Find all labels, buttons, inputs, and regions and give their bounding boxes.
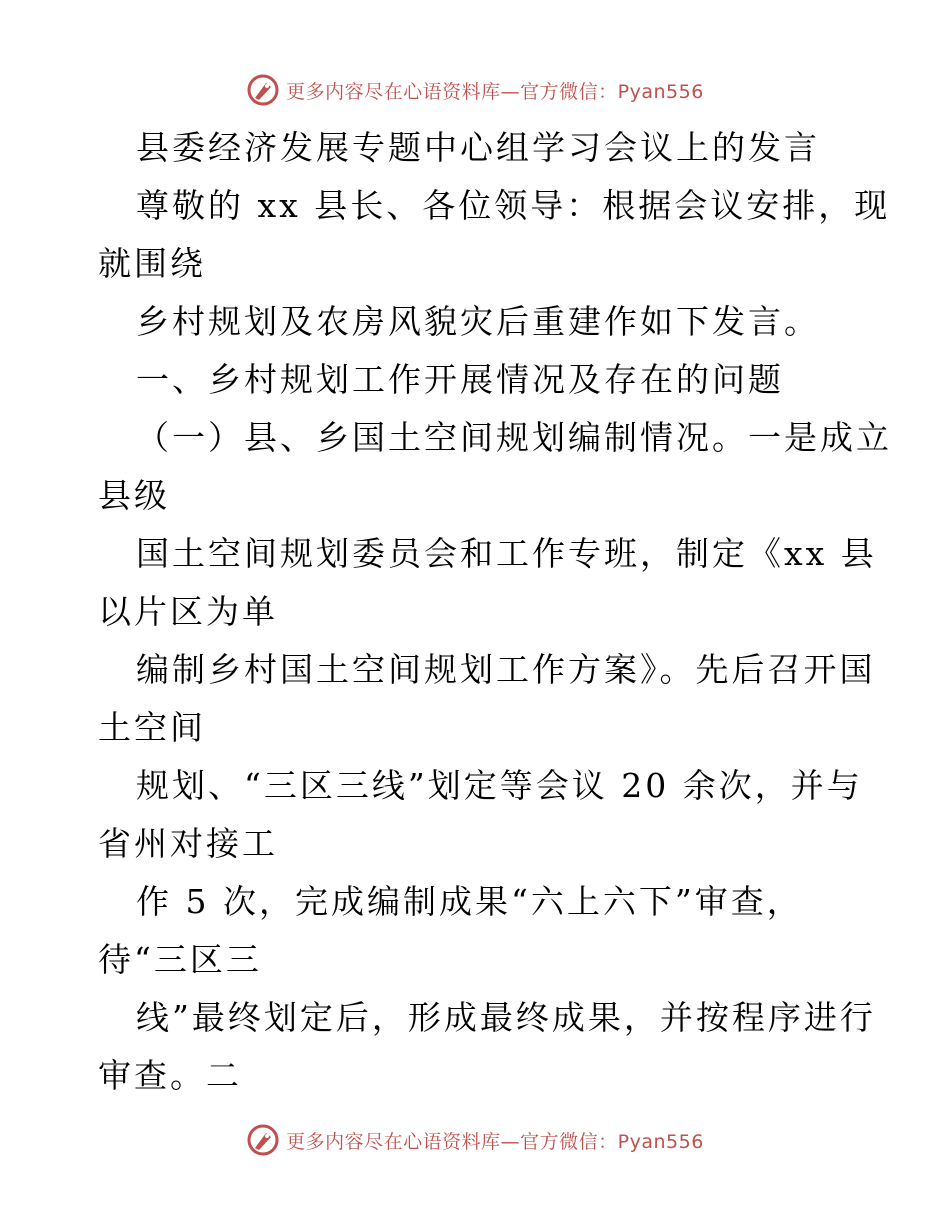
pen-nib-logo-icon xyxy=(246,73,280,107)
footer-banner xyxy=(0,1120,950,1160)
paragraph-line: 土空间 xyxy=(98,708,206,747)
paragraph-line: 审查。二 xyxy=(98,1056,242,1095)
footer-banner-text: 更多内容尽在心语资料库—官方微信：Pyan556 xyxy=(286,1130,704,1153)
paragraph-line: 国土空间规划委员会和工作专班，制定《xx 县 xyxy=(136,534,877,573)
paragraph-line: 作 5 次，完成编制成果“六上六下”审查， xyxy=(136,882,803,921)
paragraph-line: 省州对接工 xyxy=(98,824,278,863)
paragraph-line: 规划、“三区三线”划定等会议 20 余次，并与 xyxy=(136,766,863,805)
paragraph-line: 就围绕 xyxy=(98,244,206,283)
paragraph-line: 乡村规划及农房风貌灾后重建作如下发言。 xyxy=(136,302,820,341)
paragraph-line: 以片区为单 xyxy=(98,592,278,631)
header-banner-text: 更多内容尽在心语资料库—官方微信：Pyan556 xyxy=(286,80,704,103)
paragraph-line: 县级 xyxy=(98,476,170,515)
paragraph-line: 编制乡村国土空间规划工作方案》。先后召开国 xyxy=(136,650,876,689)
paragraph-line: 待“三区三 xyxy=(98,940,262,979)
paragraph-line: （一）县、乡国土空间规划编制情况。一是成立 xyxy=(136,418,892,457)
paragraph-line: 尊敬的 xx 县长、各位领导：根据会议安排，现 xyxy=(136,186,891,225)
section-heading: 一、乡村规划工作开展情况及存在的问题 xyxy=(136,360,784,399)
document-title: 县委经济发展专题中心组学习会议上的发言 xyxy=(136,128,820,167)
header-banner xyxy=(0,70,950,110)
pen-nib-logo-icon xyxy=(246,1123,280,1157)
paragraph-line: 线”最终划定后，形成最终成果，并按程序进行 xyxy=(136,998,876,1037)
